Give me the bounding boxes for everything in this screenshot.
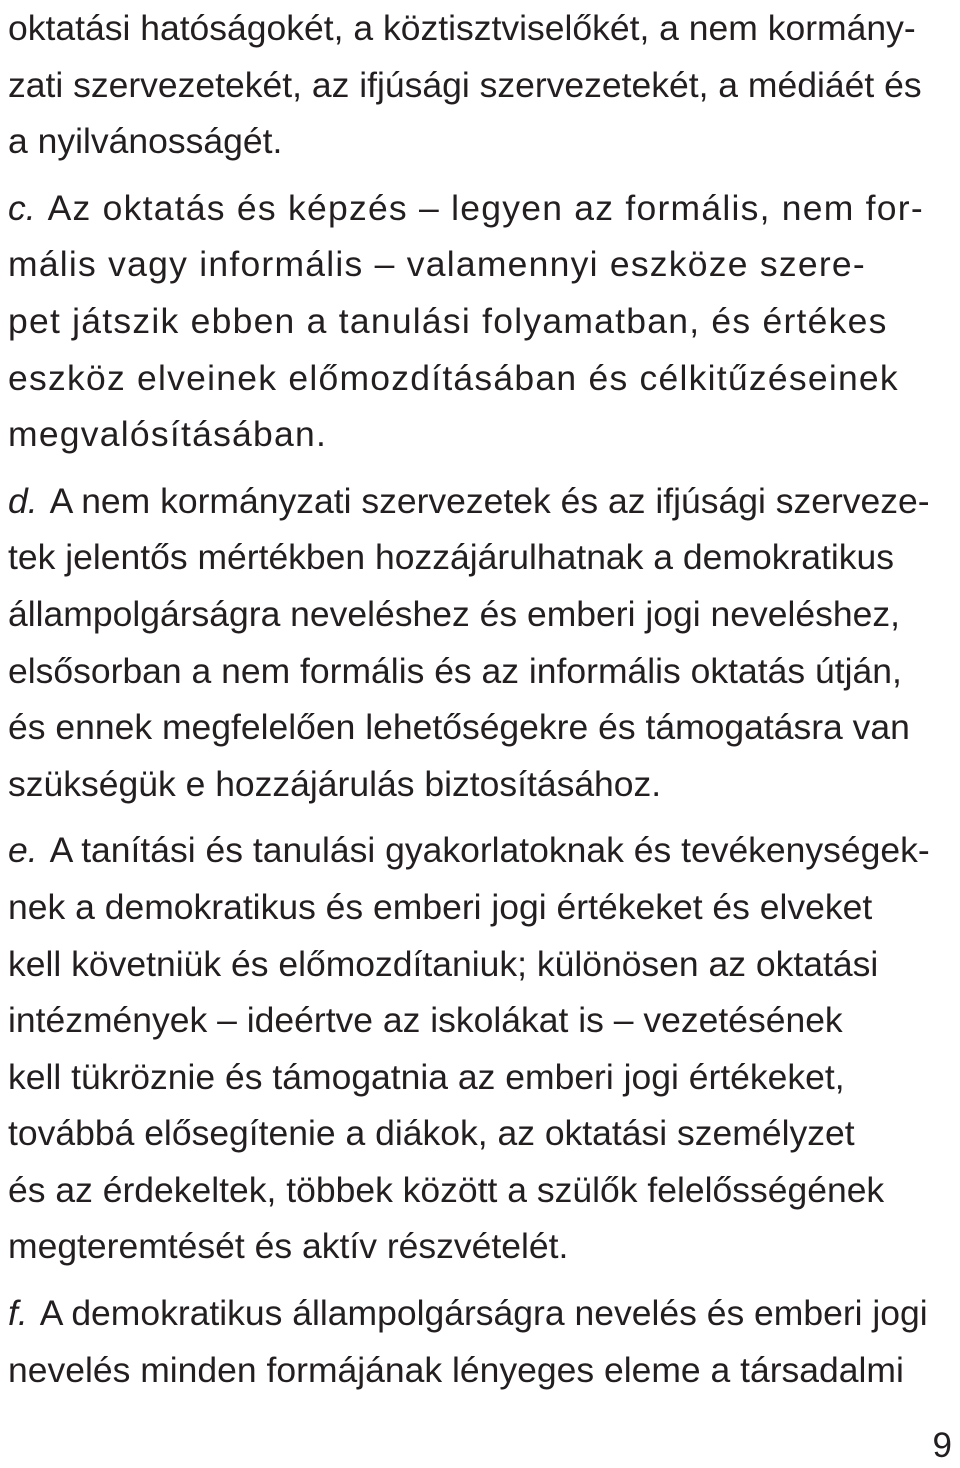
paragraph-label: c. [8,187,36,228]
text-line: kell követniük és előmozdítaniuk; különösen az oktatási [8,943,879,984]
text-line: kell tükröznie és támogatnia az emberi jogi értékeket, [8,1056,845,1097]
text-line: d. A nem kormányzati szervezetek és az ifjúsági szerveze- [8,473,956,530]
text-line: pet játszik ebben a tanulási folyamatban, és értékes [8,300,888,341]
page-number: 9 [932,1426,952,1465]
text-line: mális vagy informális – valamennyi eszköze szere- [8,244,866,285]
paragraph-label: f. [8,1293,28,1334]
text-line: eszköz elveinek előmozdításában és célkitűzéseinek [8,357,899,398]
paragraph-f [8,1285,956,1398]
paragraph-label: e. [8,830,38,871]
document-body [8,0,956,1398]
paragraph-d [8,473,956,813]
text-line: továbbá elősegítenie a diákok, az oktatási személyzet [8,1113,855,1154]
paragraph-intro [8,0,956,170]
text-line: a nyilvánosságét. [8,121,283,162]
paragraph-c [8,180,956,463]
text-line: megvalósításában. [8,414,328,455]
text-line: intézmények – ideértve az iskolákat is – vezetésének [8,1000,843,1041]
text-line: tek jelentős mértékben hozzájárulhatnak a demokratikus [8,537,895,578]
text-line: és ennek megfelelően lehetőségekre és támogatásra van [8,707,910,748]
text-line: megteremtését és aktív részvételét. [8,1226,569,1267]
text-line: zati szervezetekét, az ifjúsági szervezetekét, a médiáét és [8,64,922,105]
paragraph-e [8,822,956,1275]
text-line: e. A tanítási és tanulási gyakorlatoknak és tevékenységek- [8,822,956,879]
text-line: nevelés minden formájának lényeges eleme a társadalmi [8,1349,904,1390]
text-line: szükségük e hozzájárulás biztosításához. [8,763,662,804]
text-line: és az érdekeltek, többek között a szülők felelősségének [8,1169,885,1210]
text-line: állampolgárságra neveléshez és emberi jogi neveléshez, [8,593,900,634]
paragraph-label: d. [8,480,38,521]
text-line: elsősorban a nem formális és az informális oktatás útján, [8,650,902,691]
text-line: f. A demokratikus állampolgárságra nevelés és emberi jogi [8,1285,956,1342]
text-line: c. Az oktatás és képzés – legyen az formális, nem for- [8,180,956,237]
text-line: oktatási hatóságokét, a köztisztviselőkét, a nem kormány- [8,8,916,48]
text-line: nek a demokratikus és emberi jogi értékeket és elveket [8,886,873,927]
